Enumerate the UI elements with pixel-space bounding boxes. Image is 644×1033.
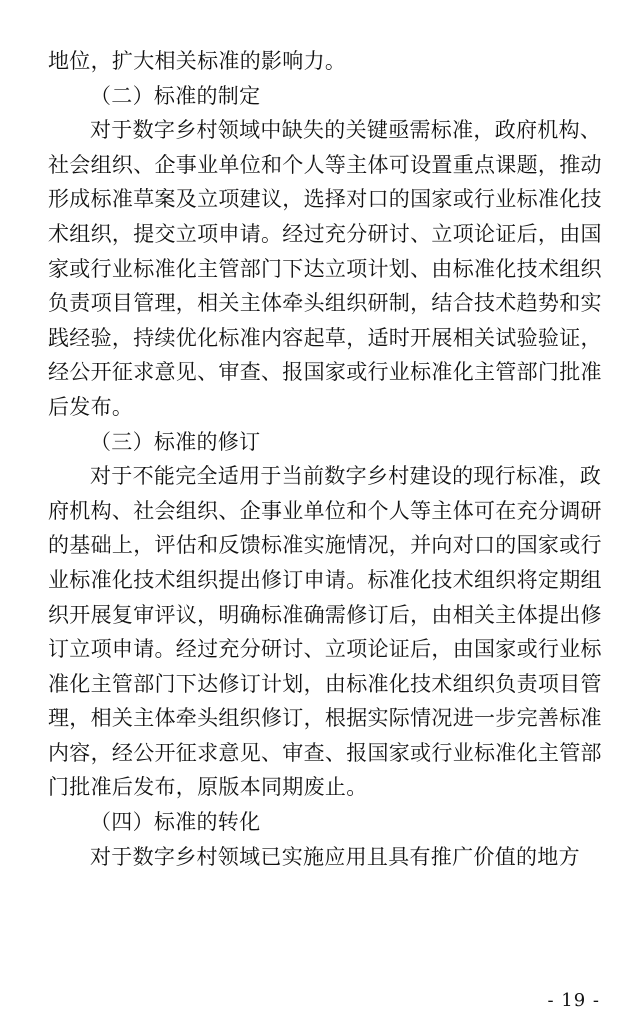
- page-number: - 19 -: [547, 990, 600, 1011]
- text-line: 家或行业标准化主管部门下达立项计划、由标准化技术组织: [48, 256, 602, 281]
- text-line: 践经验，持续优化标准内容起草，适时开展相关试验验证，: [48, 325, 602, 350]
- text-line: 术组织，提交立项申请。经过充分研讨、立项论证后，由国: [48, 221, 602, 246]
- text-line: 织开展复审评议，明确标准确需修订后，由相关主体提出修: [48, 602, 602, 627]
- text-line: 对于不能完全适用于当前数字乡村建设的现行标准，政: [90, 464, 602, 489]
- text-line: 形成标准草案及立项建议，选择对口的国家或行业标准化技: [48, 187, 602, 212]
- text-line: 经公开征求意见、审查、报国家或行业标准化主管部门批准: [48, 360, 602, 385]
- text-line: 府机构、社会组织、企事业单位和个人等主体可在充分调研: [48, 498, 602, 523]
- text-line: 对于数字乡村领域已实施应用且具有推广价值的地方: [90, 844, 580, 869]
- text-line: 的基础上，评估和反馈标准实施情况，并向对口的国家或行: [48, 533, 602, 558]
- section-heading-revision: （三）标准的修订: [90, 429, 261, 454]
- text-line: 理，相关主体牵头组织修订，根据实际情况进一步完善标准: [48, 706, 602, 731]
- text-line: 业标准化技术组织提出修订申请。标准化技术组织将定期组: [48, 567, 602, 592]
- document-body: [48, 44, 600, 874]
- text-line: 内容，经公开征求意见、审查、报国家或行业标准化主管部: [48, 740, 602, 765]
- text-line: 对于数字乡村领域中缺失的关键亟需标准，政府机构、: [90, 118, 602, 143]
- text-line: 订立项申请。经过充分研讨、立项论证后，由国家或行业标: [48, 637, 602, 662]
- text-line: 后发布。: [48, 394, 134, 419]
- text-line: 地位，扩大相关标准的影响力。: [48, 49, 347, 73]
- section-heading-transformation: （四）标准的转化: [90, 810, 261, 835]
- text-line: 社会组织、企事业单位和个人等主体可设置重点课题，推动: [48, 152, 602, 177]
- section-heading-formulation: （二）标准的制定: [90, 83, 261, 108]
- text-line: 准化主管部门下达修订计划，由标准化技术组织负责项目管: [48, 671, 602, 696]
- text-line: 负责项目管理，相关主体牵头组织研制，结合技术趋势和实: [48, 291, 602, 316]
- text-line: 门批准后发布，原版本同期废止。: [48, 775, 368, 800]
